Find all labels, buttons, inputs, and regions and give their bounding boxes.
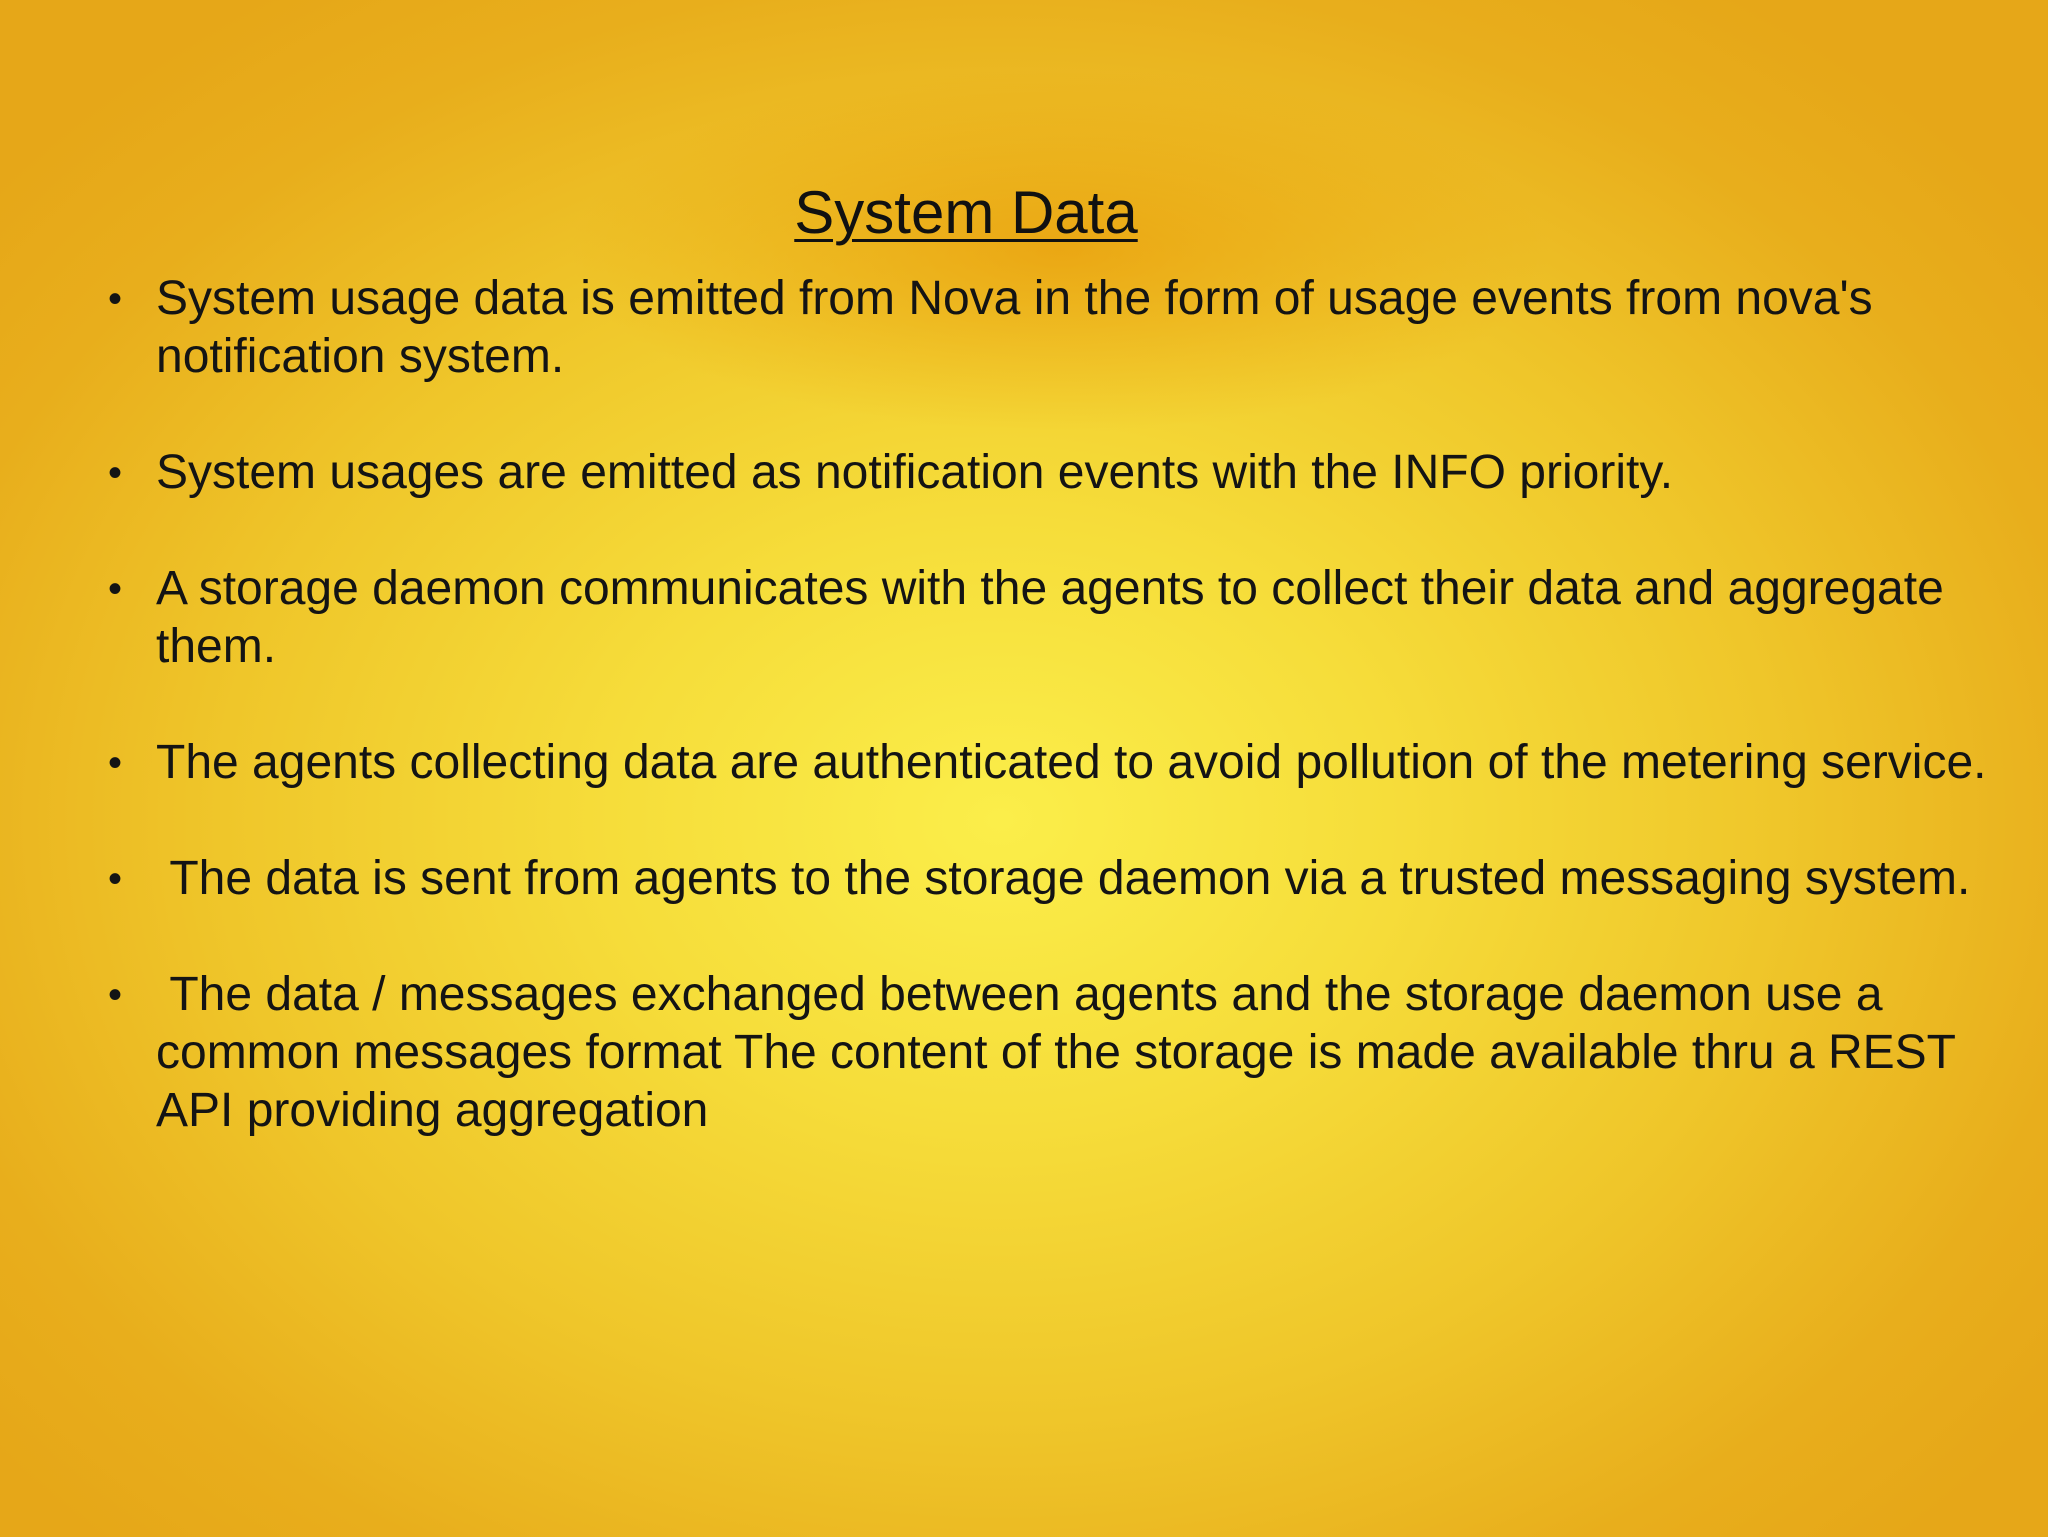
bullet-dot-icon: • <box>108 567 123 611</box>
bullet-item <box>108 850 1988 908</box>
bullet-text: The data / messages exchanged between agents and the storage daemon use a common messages format The content of the storage is made available thru a REST API providing aggregation <box>156 968 1966 1137</box>
bullet-dot-icon: • <box>108 973 123 1017</box>
bullet-item <box>108 560 1988 676</box>
bullet-text: The data is sent from agents to the storage daemon via a trusted messaging system. <box>156 852 1971 905</box>
bullet-item <box>108 270 1988 386</box>
bullet-text: The agents collecting data are authenticated to avoid pollution of the metering service. <box>156 736 1987 789</box>
bullet-item <box>108 734 1988 792</box>
bullet-text: A storage daemon communicates with the agents to collect their data and aggregate them. <box>156 562 1944 673</box>
bullet-item <box>108 444 1988 502</box>
bullet-text: System usages are emitted as notification events with the INFO priority. <box>156 446 1674 499</box>
bullet-dot-icon: • <box>108 741 123 785</box>
bullet-dot-icon: • <box>108 857 123 901</box>
bullet-dot-icon: • <box>108 451 123 495</box>
bullet-list <box>108 270 1988 1198</box>
bullet-item <box>108 966 1988 1140</box>
bullet-text: System usage data is emitted from Nova in the form of usage events from nova's notification system. <box>156 272 1873 383</box>
slide-title: System Data <box>794 179 1138 246</box>
bullet-dot-icon: • <box>108 277 123 321</box>
